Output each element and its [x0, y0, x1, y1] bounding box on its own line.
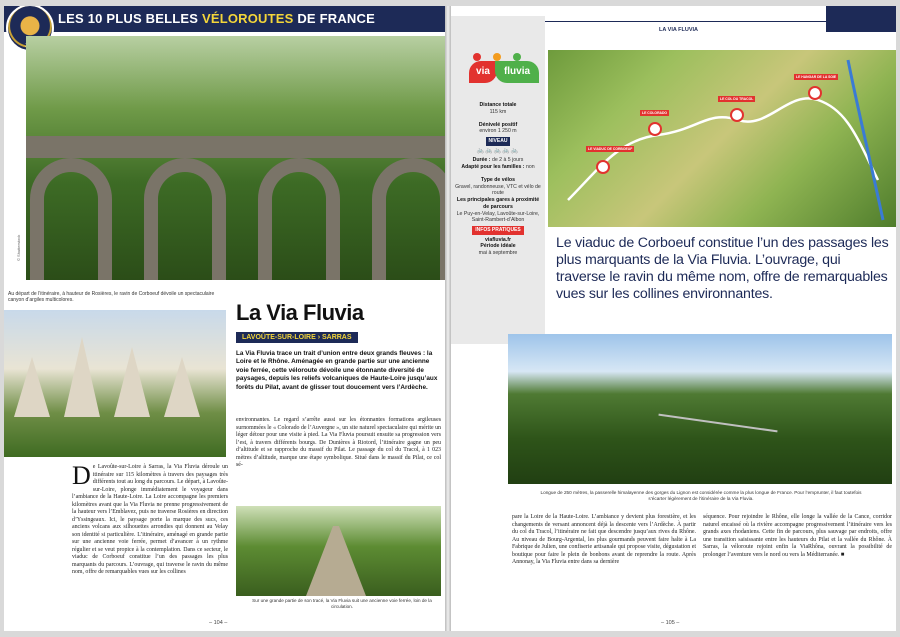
map-pin: [808, 86, 822, 100]
level-bikes-icon: 🚲🚲🚲🚲🚲: [476, 147, 520, 154]
logo-fluvia: fluvia: [495, 61, 539, 83]
section-title-highlight: VÉLOROUTES: [201, 11, 294, 26]
suspension-bridge: [658, 414, 777, 433]
article-header: [236, 300, 441, 392]
body-column-3: pare la Loire de la Haute-Loire. L’ambiance y devient plus forestière, et les changements de versant annoncent déjà la descente vers l’Ardèche. À partir du col du Tracol, l’itinéraire ne fait que descendre jusqu’aux rives du Rhône. Au niveau de Bourg-Argental, les plus gourmands peuvent faire halte à La Fabrique de Julien, une confiserie artisanale qui propose visite, dégustation et boutique pour faire le plein de bonbons avant de reprendre la route. Après Annonay, la Via Fluvia entre dans sa dernière: [512, 514, 696, 565]
viaduct-arch: [372, 158, 445, 280]
hoodoos-caption: Au départ de l’itinéraire, à hauteur de Rosières, le ravin de Corboeuf dévoile un spectaculaire canyon d’argiles multicolores.: [8, 291, 215, 304]
map-label: LE COL DU TRACOL: [720, 97, 754, 101]
route-subtitle: LAVOÛTE-SUR-LOIRE › SARRAS: [236, 332, 358, 343]
info-tag: INFOS PRATIQUES: [472, 226, 523, 235]
hoodoo: [64, 337, 100, 417]
stations-value: Le Puy-en-Velay, Lavoûte-sur-Loire, Saint-Rambert-d’Albon: [456, 210, 540, 224]
section-title-post: DE FRANCE: [293, 11, 375, 26]
photo-credit: © Shutterstock: [16, 234, 21, 261]
body-column-1: [72, 461, 228, 577]
drop-cap: D: [72, 461, 91, 490]
article-title: La Via Fluvia: [236, 300, 364, 325]
viaduct-arch: [258, 158, 340, 280]
map-pin: [596, 160, 610, 174]
bike-type-label: Type de vélos: [481, 176, 515, 183]
gorge-photo: [508, 334, 892, 484]
elevation-label: Dénivelé positif: [478, 121, 518, 128]
logo-dot: [493, 53, 501, 61]
map-pin: [730, 108, 744, 122]
gorge-caption: Longue de 250 mètres, la passerelle himalayenne des gorges du Lignon est considérée comme la plus longue de France. Pour l’emprunter, il faut toutefois s’écarter légèrement de l’itinéraire de la Via Fluvia.: [540, 490, 862, 502]
hoodoo: [14, 357, 50, 417]
info-sidebar: [451, 16, 545, 344]
period-value: mai à septembre: [478, 250, 518, 257]
right-page: [451, 6, 896, 631]
section-title-pre: LES 10 PLUS BELLES: [58, 11, 202, 26]
map-label: LE COLORADO: [642, 111, 668, 115]
body-column-2: environnantes. Le regard s’arrête aussi sur les étonnantes formations argileuses surnommées le « Colorado de l’Auvergne », un site naturel spectaculaire qui mérite un léger détour pour une visite à pied. La Via Fluvia poursuit ensuite sa progression vers l’est, à travers différents bourgs. De Dunières à Riotord, l’itinéraire gagne un peu d’altitude et se rapproche du massif du Pilat. Le passage du col du Tracol, à 1 023 mètres d’altitude, marque une étape symbolique. Situé dans le massif du Pilat, ce col sé-: [236, 417, 441, 468]
running-title: LA VIA FLUVIA: [659, 27, 699, 33]
duration-value: de 2 à 5 jours: [491, 157, 524, 164]
map-label: LE HANGAR DE LA SOIE: [796, 75, 837, 79]
body-column-4: séquence. Pour rejoindre le Rhône, elle longe la vallée de la Cance, corridor naturel encaissé où la rivière accompagne progressivement l’itinéraire vers les grands axes rhodaniens. Cette fin de parcours, plus sauvage par endroits, offre une transition saisissante entre les hauteurs du Pilat et la vallée du Rhône. À Sarras, la véloroute rejoint enfin la ViaRhôna, ouvrant la possibilité de prolonger l’aventure vers le nord ou vers la Méditerranée. ■: [703, 514, 892, 558]
cyclist-photo: [236, 506, 441, 596]
pull-quote: Le viaduc de Corboeuf constitue l’un des passages les plus marquants de la Via Fluvia. L’ouvrage, qui traverse le ravin du même nom, offre de remarquables vues sur les collines environnantes.: [556, 235, 889, 302]
family-label: Adapté pour les familles :: [461, 164, 525, 171]
body-text: e Lavoûte-sur-Loire à Sarras, la Via Fluvia déroule un itinéraire sur 115 kilomètres à travers des paysages très différents tout au long du parcours. Le départ, à Lavoûte-sur-Loire, plonge immédiatement le voyageur dans l’ambiance de la Haute-Loire. La Loire accompagne les premiers kilomètres avant que la Via Fluvia ne prenne progressivement de la hauteur vers l’Emblavez, puis ne traverse Rosières en direction d’Yssingeaux. Ici, le paysage porte la marque des sucs, ces anciens volcans aux silhouettes arrondies qui donnent au Velay son identité si particulière. L’itinéraire, aménagé en grande partie sur une ancienne voie ferrée, permet d’avancer à un rythme régulier et se veut propice à la contemplation. Dans ce secteur, le viaduc de Corboeuf constitue l’un des passages les plus marquants du parcours. L’ouvrage, qui traverse le ravin du même nom, offre de remarquables vues sur les collines: [72, 464, 228, 575]
logo-via: via: [469, 61, 497, 83]
viaduct-photo: [26, 36, 445, 280]
via-fluvia-logo: [469, 51, 541, 85]
map-label: LE VIADUC DE CORBOEUF: [588, 147, 633, 151]
viaduct-arch: [30, 158, 112, 280]
viaduct-deck: [26, 136, 445, 158]
greenway-path: [306, 526, 366, 596]
duration-label: Durée :: [472, 157, 491, 164]
website: viafluvia.fr: [485, 236, 511, 243]
viaduct-arch: [144, 158, 226, 280]
route-line: [548, 50, 896, 227]
route-stats: [455, 102, 541, 257]
cyclist-caption: Sur une grande partie de son tracé, la Via Fluvia suit une ancienne voie ferrée, loin de la circulation.: [252, 598, 432, 609]
hoodoo: [114, 347, 150, 417]
page-number: – 104 –: [209, 620, 228, 626]
logo-dot: [473, 53, 481, 61]
page-number: – 105 –: [661, 620, 680, 626]
article-lead: La Via Fluvia trace un trait d’union entre deux grands fleuves : la Loire et le Rhône. Aménagée en grande partie sur une ancienne voie ferrée, cette véloroute dévoile une étonnante diversité de paysages, depuis les reliefs volcaniques de Haute-Loire jusqu’aux forêts du Pilat, avant de glisser tout doucement vers l’Ardèche.: [236, 350, 438, 391]
level-tag: NIVEAU: [486, 137, 511, 146]
family-value: non: [525, 164, 535, 171]
period-label: Période idéale: [480, 243, 516, 250]
left-page: [4, 6, 445, 631]
route-map: [548, 50, 896, 227]
header-corner: [826, 6, 896, 32]
distance-value: 115 km: [489, 108, 507, 115]
logo-dot: [513, 53, 521, 61]
stations-label: Les principales gares à proximité de parcours: [456, 197, 540, 210]
elevation-value: environ 1 250 m: [479, 128, 517, 135]
bike-type-value: Gravel, randonneuse, VTC et vélo de route: [455, 183, 541, 197]
hoodoo: [164, 357, 200, 417]
section-title: [58, 11, 375, 26]
map-pin: [648, 122, 662, 136]
hoodoos-photo: [4, 310, 226, 457]
distance-label: Distance totale: [479, 102, 517, 108]
